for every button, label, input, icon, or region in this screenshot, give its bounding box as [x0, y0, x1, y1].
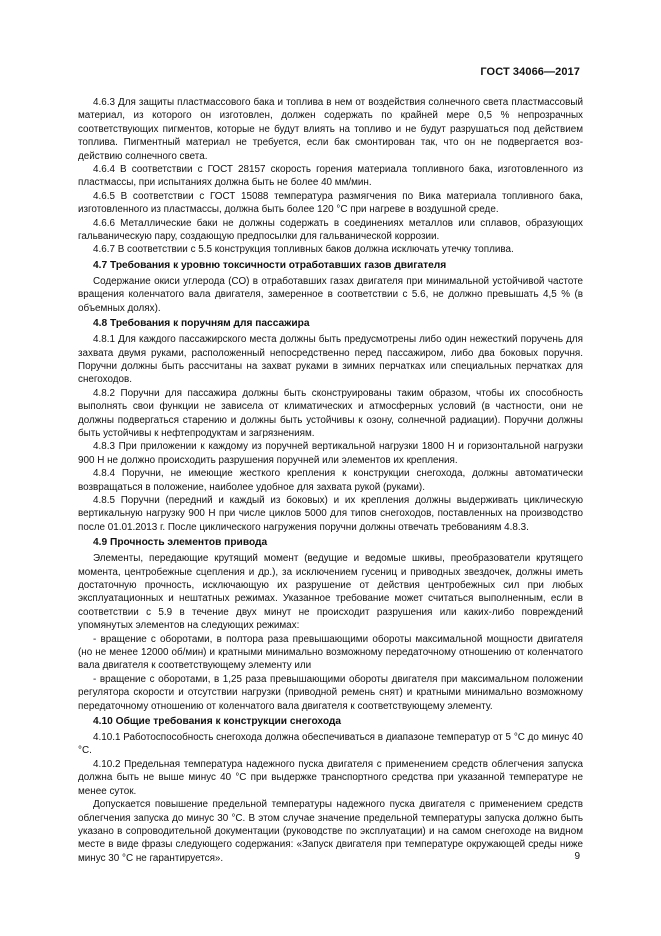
- clause-4-6-4: 4.6.4 В соответствии с ГОСТ 28157 скорость горения материала топливного бака, изготовленного из пластмассы, при испытаниях должна быть не более 40 мм/мин.: [78, 164, 583, 189]
- clause-4-9-text: Элементы, передающие крутящий момент (ведущие и ведомые шкивы, преобразователи крутящего момента, центробежные сцепления и др.), за исключением гусениц и приводных звездочек, должны иметь достаточную прочность, исключающую их разрушение от действия центробежных сил при любых эксплуатационных и нештатных режимах. Указанное требование может считаться выполненным, если в соответствии с 5.9 в течение двух минут не происходит разрушения или каких-либо повреждений упомянутых элементов на следующих режимах:: [78, 553, 583, 632]
- clause-4-8-4: 4.8.4 Поручни, не имеющие жесткого крепления к конструкции снегохода, должны автоматически возвращаться в положение, наиболее удобное для захвата рукой (руками).: [78, 468, 583, 493]
- section-heading-4-10: 4.10 Общие требования к конструкции снегохода: [93, 716, 342, 728]
- clause-4-8-3: 4.8.3 При приложении к каждому из поручней вертикальной нагрузки 1800 Н и горизонтальной нагрузки 900 Н не должно происходить разрушения поручней или элементов их крепления.: [78, 441, 583, 466]
- page-number: 9: [574, 851, 580, 862]
- clause-4-6-7: 4.6.7 В соответствии с 5.5 конструкция топливных баков должна исключать утечку топлива.: [93, 244, 514, 256]
- clause-4-8-2: 4.8.2 Поручни для пассажира должны быть сконструированы таким образом, чтобы их способность выполнять свои функции не зависела от климатических и атмосферных условий (в частности, они не должны подвергаться старению и должны быть устойчивы к озону, солнечной радиации). Поручни должны быть устойчивы к нефтепродуктам и загрязнениям.: [78, 387, 583, 439]
- section-heading-4-9: 4.9 Прочность элементов привода: [93, 537, 268, 549]
- clause-4-10-2-note: Допускается повышение предельной температуры надежного пуска двигателя с применением средств облегчения запуска до минус 30 °С. В этом случае значение предельной температуры запуска должно быть указано в сопроводительной документации (руководстве по эксплуатации) и на самом снегоходе на видном месте в виде фразы следующего содержания: «Запуск двигателя при температуре окружающей среды ниже минус 30 °С не гарантируется».: [78, 799, 583, 864]
- clause-4-9-item-2: - вращение с оборотами, в 1,25 раза превышающими обороты двигателя при максимальном положении регулятора скорости и отсутствии нагрузки (приводной ремень снят) и кратными минимально возможному передаточному отношению от коленчатого вала двигателя к соответствующему элементу.: [78, 673, 583, 712]
- clause-4-10-2: 4.10.2 Предельная температура надежного пуска двигателя с применением средств облегчения запуска должна быть не выше минус 40 °С при выдержке транспортного средства при указанной температуре не менее суток.: [78, 758, 583, 797]
- clause-4-6-6: 4.6.6 Металлические баки не должны содержать в соединениях металлов или сплавов, образующих гальваническую пару, создающую предпосылки для гальванической коррозии.: [78, 217, 583, 243]
- clause-4-10-1: 4.10.1 Работоспособность снегохода должна обеспечиваться в диапазоне температур от 5 °С до минус 40 °С.: [78, 732, 583, 757]
- page-body: [78, 96, 583, 865]
- clause-4-6-3: 4.6.3 Для защиты пластмассового бака и топлива в нем от воздействия солнечного света пластмассовый материал, из которого он изготовлен, должен содержать по крайней мере 0,5 % непрозрачных соответствующих пигментов, которые не будут влиять на топливо и не будут разрушаться под действием топлива. Пигментный материал не требуется, если бак смонтирован так, что он не подвергается воздействию солнечного света.: [78, 97, 583, 162]
- clause-4-9-item-1: - вращение с оборотами, в полтора раза превышающими обороты максимальной мощности двигателя (но не менее 12000 об/мин) и кратными минимально возможному передаточному отношению от коленчатого вала двигателя к соответствующему элементу или: [78, 633, 583, 672]
- clause-4-6-5: 4.6.5 В соответствии с ГОСТ 15088 температура размягчения по Вика материала топливного бака, изготовленного из пластмассы, должна быть более 120 °С при нагреве в воздушной среде.: [78, 190, 583, 216]
- clause-4-7-text: Содержание окиси углерода (СО) в отработавших газах двигателя при минимальной устойчивой частоте вращения коленчатого вала двигателя, замеренное в соответствии с 5.6, не должно превышать 4,5 % (в объемных долях).: [78, 275, 583, 314]
- clause-4-8-1: 4.8.1 Для каждого пассажирского места должны быть предусмотрены либо один нежесткий поручень для захвата двумя руками, расположенный непосредственно перед пассажиром, либо два боковых поручня. Поручни должны быть рассчитаны на захват руками в зимних перчатках или специальных перчатках для снегоходов.: [78, 334, 583, 386]
- clause-4-8-5: 4.8.5 Поручни (передний и каждый из боковых) и их крепления должны выдерживать циклическую вертикальную нагрузку 900 Н при числе циклов 5000 для типов снегоходов, поставленных на производство после 01.01.2013 г. После циклического нагружения поручни должны отвечать требованиям 4.8.3.: [78, 494, 583, 533]
- document-code: ГОСТ 34066—2017: [480, 66, 580, 78]
- section-heading-4-8: 4.8 Требования к поручням для пассажира: [93, 318, 310, 330]
- section-heading-4-7: 4.7 Требования к уровню токсичности отработавших газов двигателя: [93, 259, 447, 271]
